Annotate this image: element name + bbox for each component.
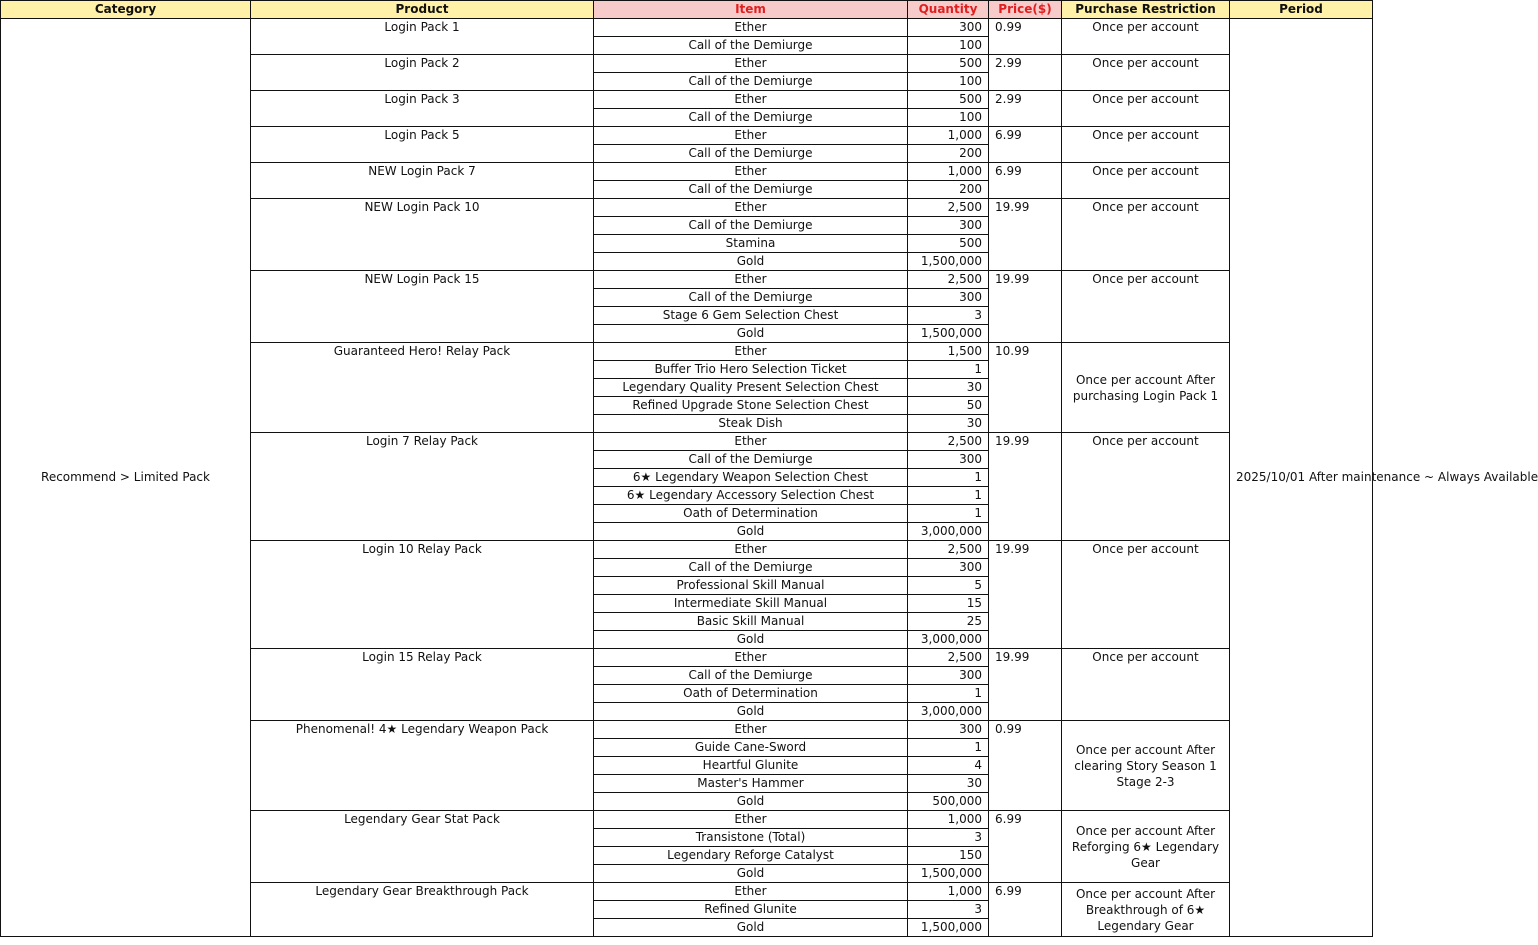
product-price: 6.99 <box>989 163 1062 199</box>
item-name: Call of the Demiurge <box>594 667 908 685</box>
column-header-restriction: Purchase Restriction <box>1062 1 1230 19</box>
item-quantity: 3,000,000 <box>908 703 989 721</box>
purchase-restriction: Once per account <box>1062 55 1230 91</box>
item-quantity: 150 <box>908 847 989 865</box>
product-name: Legendary Gear Stat Pack <box>251 811 594 883</box>
product-price: 0.99 <box>989 721 1062 811</box>
column-header-price: Price($) <box>989 1 1062 19</box>
item-name: Gold <box>594 919 908 937</box>
product-name: NEW Login Pack 15 <box>251 271 594 343</box>
item-quantity: 100 <box>908 73 989 91</box>
item-quantity: 1,500,000 <box>908 253 989 271</box>
product-name: Login 7 Relay Pack <box>251 433 594 541</box>
item-quantity: 300 <box>908 19 989 37</box>
product-name: Login Pack 1 <box>251 19 594 55</box>
purchase-restriction: Once per account <box>1062 163 1230 199</box>
item-quantity: 1 <box>908 685 989 703</box>
item-name: Call of the Demiurge <box>594 451 908 469</box>
item-quantity: 50 <box>908 397 989 415</box>
item-name: Oath of Determination <box>594 505 908 523</box>
item-name: Ether <box>594 883 908 901</box>
item-name: Gold <box>594 865 908 883</box>
item-name: Ether <box>594 199 908 217</box>
item-name: Ether <box>594 55 908 73</box>
product-price: 19.99 <box>989 649 1062 721</box>
purchase-restriction: Once per account <box>1062 91 1230 127</box>
item-name: Heartful Glunite <box>594 757 908 775</box>
item-quantity: 200 <box>908 181 989 199</box>
purchase-restriction: Once per account <box>1062 199 1230 271</box>
item-name: Ether <box>594 433 908 451</box>
item-quantity: 1,500,000 <box>908 325 989 343</box>
item-quantity: 1,500 <box>908 343 989 361</box>
item-name: Basic Skill Manual <box>594 613 908 631</box>
product-name: Login Pack 5 <box>251 127 594 163</box>
purchase-restriction: Once per account After clearing Story Season 1 Stage 2-3 <box>1062 721 1230 811</box>
product-price: 6.99 <box>989 127 1062 163</box>
item-name: Ether <box>594 541 908 559</box>
product-name: Login 10 Relay Pack <box>251 541 594 649</box>
item-quantity: 1,500,000 <box>908 865 989 883</box>
item-quantity: 3 <box>908 901 989 919</box>
item-quantity: 2,500 <box>908 271 989 289</box>
header-row <box>1 1 1373 19</box>
item-quantity: 200 <box>908 145 989 163</box>
item-quantity: 1,000 <box>908 883 989 901</box>
item-name: Refined Glunite <box>594 901 908 919</box>
item-name: 6★ Legendary Accessory Selection Chest <box>594 487 908 505</box>
item-quantity: 100 <box>908 37 989 55</box>
item-quantity: 4 <box>908 757 989 775</box>
item-name: Stamina <box>594 235 908 253</box>
item-name: Gold <box>594 793 908 811</box>
item-quantity: 2,500 <box>908 649 989 667</box>
item-quantity: 1 <box>908 487 989 505</box>
period-cell: 2025/10/01 After maintenance ~ Always Available <box>1230 19 1373 937</box>
item-quantity: 1,000 <box>908 811 989 829</box>
purchase-restriction: Once per account <box>1062 649 1230 721</box>
product-name: Phenomenal! 4★ Legendary Weapon Pack <box>251 721 594 811</box>
item-name: Call of the Demiurge <box>594 181 908 199</box>
item-name: Master's Hammer <box>594 775 908 793</box>
item-name: Ether <box>594 649 908 667</box>
product-name: Login Pack 2 <box>251 55 594 91</box>
item-quantity: 3,000,000 <box>908 523 989 541</box>
item-quantity: 1,500,000 <box>908 919 989 937</box>
product-name: Login 15 Relay Pack <box>251 649 594 721</box>
item-quantity: 30 <box>908 415 989 433</box>
column-header-product: Product <box>251 1 594 19</box>
column-header-category: Category <box>1 1 251 19</box>
item-quantity: 300 <box>908 289 989 307</box>
item-name: Ether <box>594 343 908 361</box>
item-quantity: 500 <box>908 55 989 73</box>
item-quantity: 500,000 <box>908 793 989 811</box>
column-header-item: Item <box>594 1 908 19</box>
item-quantity: 500 <box>908 91 989 109</box>
category-cell: Recommend > Limited Pack <box>1 19 251 937</box>
item-name: Ether <box>594 721 908 739</box>
product-price: 19.99 <box>989 541 1062 649</box>
product-name: NEW Login Pack 10 <box>251 199 594 271</box>
item-quantity: 300 <box>908 451 989 469</box>
item-name: Call of the Demiurge <box>594 217 908 235</box>
item-name: Ether <box>594 19 908 37</box>
table-body <box>1 19 1538 937</box>
item-quantity: 15 <box>908 595 989 613</box>
item-name: Ether <box>594 127 908 145</box>
item-quantity: 25 <box>908 613 989 631</box>
item-quantity: 30 <box>908 379 989 397</box>
item-quantity: 300 <box>908 721 989 739</box>
item-name: Stage 6 Gem Selection Chest <box>594 307 908 325</box>
purchase-restriction: Once per account <box>1062 433 1230 541</box>
item-quantity: 3,000,000 <box>908 631 989 649</box>
item-quantity: 300 <box>908 217 989 235</box>
item-quantity: 100 <box>908 109 989 127</box>
item-name: Ether <box>594 811 908 829</box>
item-name: Steak Dish <box>594 415 908 433</box>
product-price: 2.99 <box>989 55 1062 91</box>
item-quantity: 3 <box>908 307 989 325</box>
product-price: 19.99 <box>989 271 1062 343</box>
item-name: Transistone (Total) <box>594 829 908 847</box>
item-name: Gold <box>594 253 908 271</box>
item-quantity: 2,500 <box>908 433 989 451</box>
column-header-period: Period <box>1230 1 1373 19</box>
item-name: Professional Skill Manual <box>594 577 908 595</box>
product-price: 2.99 <box>989 91 1062 127</box>
product-name: Guaranteed Hero! Relay Pack <box>251 343 594 433</box>
purchase-restriction: Once per account <box>1062 271 1230 343</box>
purchase-restriction: Once per account After purchasing Login Pack 1 <box>1062 343 1230 433</box>
product-price: 6.99 <box>989 883 1062 937</box>
purchase-restriction: Once per account <box>1062 541 1230 649</box>
item-quantity: 1,000 <box>908 127 989 145</box>
item-quantity: 30 <box>908 775 989 793</box>
item-quantity: 3 <box>908 829 989 847</box>
item-quantity: 5 <box>908 577 989 595</box>
item-name: Gold <box>594 523 908 541</box>
item-quantity: 2,500 <box>908 541 989 559</box>
item-quantity: 300 <box>908 559 989 577</box>
item-quantity: 500 <box>908 235 989 253</box>
item-name: Legendary Quality Present Selection Chest <box>594 379 908 397</box>
item-name: Call of the Demiurge <box>594 145 908 163</box>
item-name: Refined Upgrade Stone Selection Chest <box>594 397 908 415</box>
purchase-restriction: Once per account <box>1062 127 1230 163</box>
item-name: Oath of Determination <box>594 685 908 703</box>
product-price: 6.99 <box>989 811 1062 883</box>
item-name: Gold <box>594 631 908 649</box>
purchase-restriction: Once per account After Reforging 6★ Legendary Gear <box>1062 811 1230 883</box>
item-quantity: 2,500 <box>908 199 989 217</box>
item-name: Call of the Demiurge <box>594 289 908 307</box>
item-name: Intermediate Skill Manual <box>594 595 908 613</box>
item-quantity: 1 <box>908 505 989 523</box>
item-name: Gold <box>594 325 908 343</box>
item-quantity: 1 <box>908 739 989 757</box>
product-price: 10.99 <box>989 343 1062 433</box>
item-quantity: 1 <box>908 469 989 487</box>
item-name: Call of the Demiurge <box>594 73 908 91</box>
item-name: Buffer Trio Hero Selection Ticket <box>594 361 908 379</box>
item-name: Ether <box>594 91 908 109</box>
purchase-restriction: Once per account <box>1062 19 1230 55</box>
product-price: 19.99 <box>989 199 1062 271</box>
item-name: Call of the Demiurge <box>594 559 908 577</box>
column-header-quantity: Quantity <box>908 1 989 19</box>
product-price: 0.99 <box>989 19 1062 55</box>
product-price: 19.99 <box>989 433 1062 541</box>
item-name: Ether <box>594 163 908 181</box>
item-name: Ether <box>594 271 908 289</box>
product-name: NEW Login Pack 7 <box>251 163 594 199</box>
item-name: Legendary Reforge Catalyst <box>594 847 908 865</box>
product-name: Login Pack 3 <box>251 91 594 127</box>
item-quantity: 300 <box>908 667 989 685</box>
item-name: Gold <box>594 703 908 721</box>
purchase-restriction: Once per account After Breakthrough of 6★ Legendary Gear <box>1062 883 1230 937</box>
item-quantity: 1 <box>908 361 989 379</box>
item-name: Guide Cane-Sword <box>594 739 908 757</box>
item-name: Call of the Demiurge <box>594 37 908 55</box>
item-name: Call of the Demiurge <box>594 109 908 127</box>
item-name: 6★ Legendary Weapon Selection Chest <box>594 469 908 487</box>
item-quantity: 1,000 <box>908 163 989 181</box>
product-name: Legendary Gear Breakthrough Pack <box>251 883 594 937</box>
table-row <box>1 19 1373 37</box>
